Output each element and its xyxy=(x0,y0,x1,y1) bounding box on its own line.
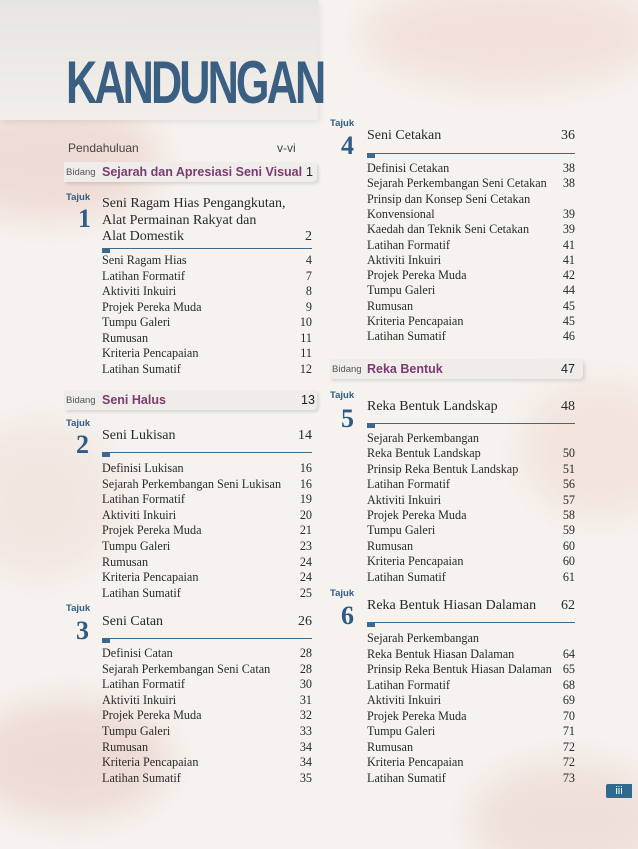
toc-item-page: 28 xyxy=(299,661,312,676)
bidang-label: Bidang xyxy=(66,167,96,178)
toc-item-label: Kriteria Pencapaian xyxy=(367,314,464,328)
toc-item-page: 23 xyxy=(299,539,312,553)
toc-item-label: Aktiviti Inkuiri xyxy=(367,492,442,507)
toc-item-label: Seni Ragam Hias xyxy=(102,253,187,267)
toc-item-page: 7 xyxy=(305,268,312,283)
chapter-title: Alat Domestik xyxy=(102,229,185,244)
toc-item-label: Kriteria Pencapaian xyxy=(102,346,199,360)
toc-item-page: 12 xyxy=(299,361,312,376)
chapter-page: 14 xyxy=(298,428,312,443)
toc-item-label: Sejarah Perkembangan xyxy=(367,431,480,445)
toc-item-page: 60 xyxy=(562,554,575,569)
toc-item-page: 69 xyxy=(562,693,575,707)
chapter-page: 2 xyxy=(305,229,312,244)
toc-item-label: Rumusan xyxy=(367,538,414,553)
toc-item-page: 41 xyxy=(562,252,575,267)
paint-stroke xyxy=(520,380,638,520)
toc-item-label: Kriteria Pencapaian xyxy=(367,755,464,769)
toc-item-label: Definisi Cetakan xyxy=(367,161,450,175)
toc-item-page: 24 xyxy=(299,554,312,569)
toc-item-page: 72 xyxy=(562,755,575,769)
toc-item-label: Kriteria Pencapaian xyxy=(102,570,199,585)
chapter-page: 26 xyxy=(298,614,312,629)
toc-item-page: 73 xyxy=(562,770,575,785)
chapter-rule xyxy=(102,248,312,249)
chapter-rule-tab xyxy=(367,623,375,627)
toc-item-label: Latihan Sumatif xyxy=(367,329,446,344)
chapter-rule xyxy=(102,638,312,639)
toc-item-label: Latihan Formatif xyxy=(102,492,185,507)
chapter-rule-tab xyxy=(367,154,375,158)
toc-item-page: 11 xyxy=(300,346,312,360)
toc-item-label: Latihan Sumatif xyxy=(102,770,181,785)
toc-item-page: 44 xyxy=(562,283,575,298)
toc-item-label: Rumusan xyxy=(102,739,149,754)
toc-item-page: 41 xyxy=(562,237,575,252)
page-title: KANDUNGAN xyxy=(66,49,324,116)
chapter-title: Alat Permainan Rakyat dan xyxy=(102,212,257,228)
toc-item-label: Prinsip dan Konsep Seni Cetakan xyxy=(367,191,531,206)
toc-item-label: Latihan Formatif xyxy=(102,677,185,692)
toc-item-page: 35 xyxy=(299,770,312,785)
chapter-rule-tab xyxy=(367,424,375,428)
toc-item-page: 70 xyxy=(562,708,575,723)
bidang-page: 1 xyxy=(306,165,313,179)
toc-item-page: 56 xyxy=(562,477,575,492)
bidang-page: 47 xyxy=(561,362,575,376)
toc-item-page: 32 xyxy=(299,708,312,723)
bidang-page: 13 xyxy=(301,393,315,407)
toc-item-page: 46 xyxy=(562,329,575,344)
toc-item-page: 71 xyxy=(562,724,575,738)
tajuk-label: Tajuk xyxy=(66,418,91,429)
toc-item-page: 20 xyxy=(299,507,312,522)
toc-item-label: Sejarah Perkembangan Seni Catan xyxy=(102,661,271,676)
chapter-title: Seni Lukisan xyxy=(102,428,176,443)
tajuk-label: Tajuk xyxy=(66,192,91,203)
toc-item-page: 16 xyxy=(299,461,312,475)
chapter-number: 1 xyxy=(78,204,91,233)
toc-item-label: Definisi Lukisan xyxy=(102,461,184,475)
chapter-page: 62 xyxy=(561,598,575,613)
toc-item-label: Tumpu Galeri xyxy=(102,539,171,553)
toc-item-page: 39 xyxy=(562,222,575,237)
chapter-page: 36 xyxy=(561,128,575,143)
bidang-label: Bidang xyxy=(66,395,96,406)
toc-item-label: Projek Pereka Muda xyxy=(367,508,467,522)
toc-item-label: Aktiviti Inkuiri xyxy=(102,692,177,707)
toc-item-label: Latihan Formatif xyxy=(367,237,450,252)
toc-item-page: 45 xyxy=(562,298,575,313)
toc-item-label: Prinsip Reka Bentuk Landskap xyxy=(367,461,519,476)
toc-item-page: 34 xyxy=(299,755,312,770)
toc-item-label: Prinsip Reka Bentuk Hiasan Dalaman xyxy=(367,662,552,676)
chapter-number: 3 xyxy=(76,616,89,645)
toc-item-page: 16 xyxy=(299,476,312,491)
toc-item-label: Kriteria Pencapaian xyxy=(367,554,464,569)
toc-item-page: 9 xyxy=(305,299,312,314)
toc-item-label: Projek Pereka Muda xyxy=(367,708,467,723)
chapter-number: 2 xyxy=(76,430,89,459)
toc-item-label: Latihan Sumatif xyxy=(367,569,446,584)
toc-item-page: 68 xyxy=(562,677,575,692)
tajuk-label: Tajuk xyxy=(330,588,355,599)
toc-item-page: 28 xyxy=(299,646,312,660)
toc-item-label: Aktiviti Inkuiri xyxy=(367,252,442,267)
chapter-title: Reka Bentuk Hiasan Dalaman xyxy=(367,598,537,613)
toc-item-page: 45 xyxy=(562,314,575,328)
toc-item-page: 24 xyxy=(299,570,312,585)
toc-item-page: 30 xyxy=(299,677,312,692)
toc-item-page: 39 xyxy=(562,206,575,221)
toc-item-page: 10 xyxy=(299,315,312,329)
chapter-page: 48 xyxy=(561,399,575,414)
toc-item-label: Rumusan xyxy=(102,554,149,569)
toc-item-page: 21 xyxy=(299,523,312,538)
toc-item-label: Tumpu Galeri xyxy=(367,523,436,538)
toc-item-label: Projek Pereka Muda xyxy=(367,268,467,283)
toc-item-label: Projek Pereka Muda xyxy=(102,708,202,723)
chapter-rule xyxy=(367,153,575,154)
paint-stroke xyxy=(360,0,638,90)
toc-item-page: 61 xyxy=(562,569,575,584)
toc-item-page: 25 xyxy=(299,585,312,600)
toc-item-page: 38 xyxy=(562,176,575,191)
chapter-rule xyxy=(367,622,575,623)
toc-item-label: Kriteria Pencapaian xyxy=(102,755,199,770)
toc-item-label: Reka Bentuk Landskap xyxy=(367,446,481,461)
toc-item-label: Reka Bentuk Hiasan Dalaman xyxy=(367,646,515,661)
toc-item-label: Tumpu Galeri xyxy=(102,315,171,329)
toc-item-label: Projek Pereka Muda xyxy=(102,523,202,538)
chapter-title: Seni Ragam Hias Pengangkutan, xyxy=(102,196,286,211)
chapter-rule xyxy=(367,423,575,424)
toc-item-label: Rumusan xyxy=(367,298,414,313)
tajuk-label: Tajuk xyxy=(330,390,355,401)
chapter-rule xyxy=(102,452,312,453)
toc-item-page: 38 xyxy=(562,161,575,175)
bidang-title: Seni Halus xyxy=(102,393,166,407)
toc-item-label: Sejarah Perkembangan Seni Lukisan xyxy=(102,476,282,491)
chapter-title: Seni Cetakan xyxy=(367,128,442,143)
toc-item-label: Latihan Sumatif xyxy=(102,361,181,376)
toc-item-label: Konvensional xyxy=(367,206,435,221)
chapter-number: 4 xyxy=(341,131,354,160)
toc-item-page: 50 xyxy=(562,446,575,461)
toc-item-page: 65 xyxy=(562,662,575,676)
toc-item-page: 60 xyxy=(562,538,575,553)
toc-item-label: Latihan Formatif xyxy=(102,268,185,283)
toc-item-label: Sejarah Perkembangan xyxy=(367,631,480,645)
chapter-number: 6 xyxy=(341,601,354,630)
toc-item-label: Kaedah dan Teknik Seni Cetakan xyxy=(367,222,530,237)
toc-item-label: Projek Pereka Muda xyxy=(102,299,202,314)
toc-item-page: 8 xyxy=(305,284,312,298)
toc-item-label: Tumpu Galeri xyxy=(367,724,436,738)
intro-label: Pendahuluan xyxy=(68,141,139,155)
tajuk-label: Tajuk xyxy=(66,603,91,614)
toc-item-page: 11 xyxy=(300,330,312,345)
toc-item-label: Rumusan xyxy=(102,330,149,345)
toc-item-label: Rumusan xyxy=(367,739,414,754)
toc-item-page: 4 xyxy=(305,253,312,267)
toc-item-page: 57 xyxy=(562,492,575,507)
toc-item-label: Latihan Sumatif xyxy=(102,585,181,600)
toc-item-label: Tumpu Galeri xyxy=(102,724,171,738)
toc-item-label: Aktiviti Inkuiri xyxy=(102,507,177,522)
chapter-title: Reka Bentuk Landskap xyxy=(367,399,498,414)
toc-item-page: 58 xyxy=(562,508,575,522)
toc-item-page: 19 xyxy=(299,492,312,507)
toc-item-page: 51 xyxy=(562,461,575,476)
toc-item-page: 59 xyxy=(562,523,575,538)
toc-item-page: 42 xyxy=(562,268,575,283)
toc-item-label: Tumpu Galeri xyxy=(367,283,436,298)
toc-item-page: 31 xyxy=(299,692,312,707)
toc-item-label: Latihan Formatif xyxy=(367,477,450,492)
toc-item-label: Definisi Catan xyxy=(102,646,173,660)
toc-item-label: Sejarah Perkembangan Seni Cetakan xyxy=(367,176,547,191)
tajuk-label: Tajuk xyxy=(330,118,355,129)
toc-item-label: Latihan Formatif xyxy=(367,677,450,692)
toc-item-label: Latihan Sumatif xyxy=(367,770,446,785)
toc-item-page: 33 xyxy=(299,724,312,738)
bidang-label: Bidang xyxy=(332,364,362,375)
chapter-title: Seni Catan xyxy=(102,614,164,629)
page-number: iii xyxy=(606,784,632,798)
bidang-title: Sejarah dan Apresiasi Seni Visual xyxy=(102,165,303,179)
chapter-number: 5 xyxy=(341,404,354,433)
intro-pages: v-vi xyxy=(277,141,296,155)
chapter-rule-tab xyxy=(102,453,110,457)
bidang-title: Reka Bentuk xyxy=(367,362,443,376)
toc-item-label: Aktiviti Inkuiri xyxy=(367,693,442,707)
toc-item-page: 64 xyxy=(562,646,575,661)
toc-item-label: Aktiviti Inkuiri xyxy=(102,284,177,298)
chapter-rule-tab xyxy=(102,639,110,643)
toc-item-page: 34 xyxy=(299,739,312,754)
toc-item-page: 72 xyxy=(562,739,575,754)
